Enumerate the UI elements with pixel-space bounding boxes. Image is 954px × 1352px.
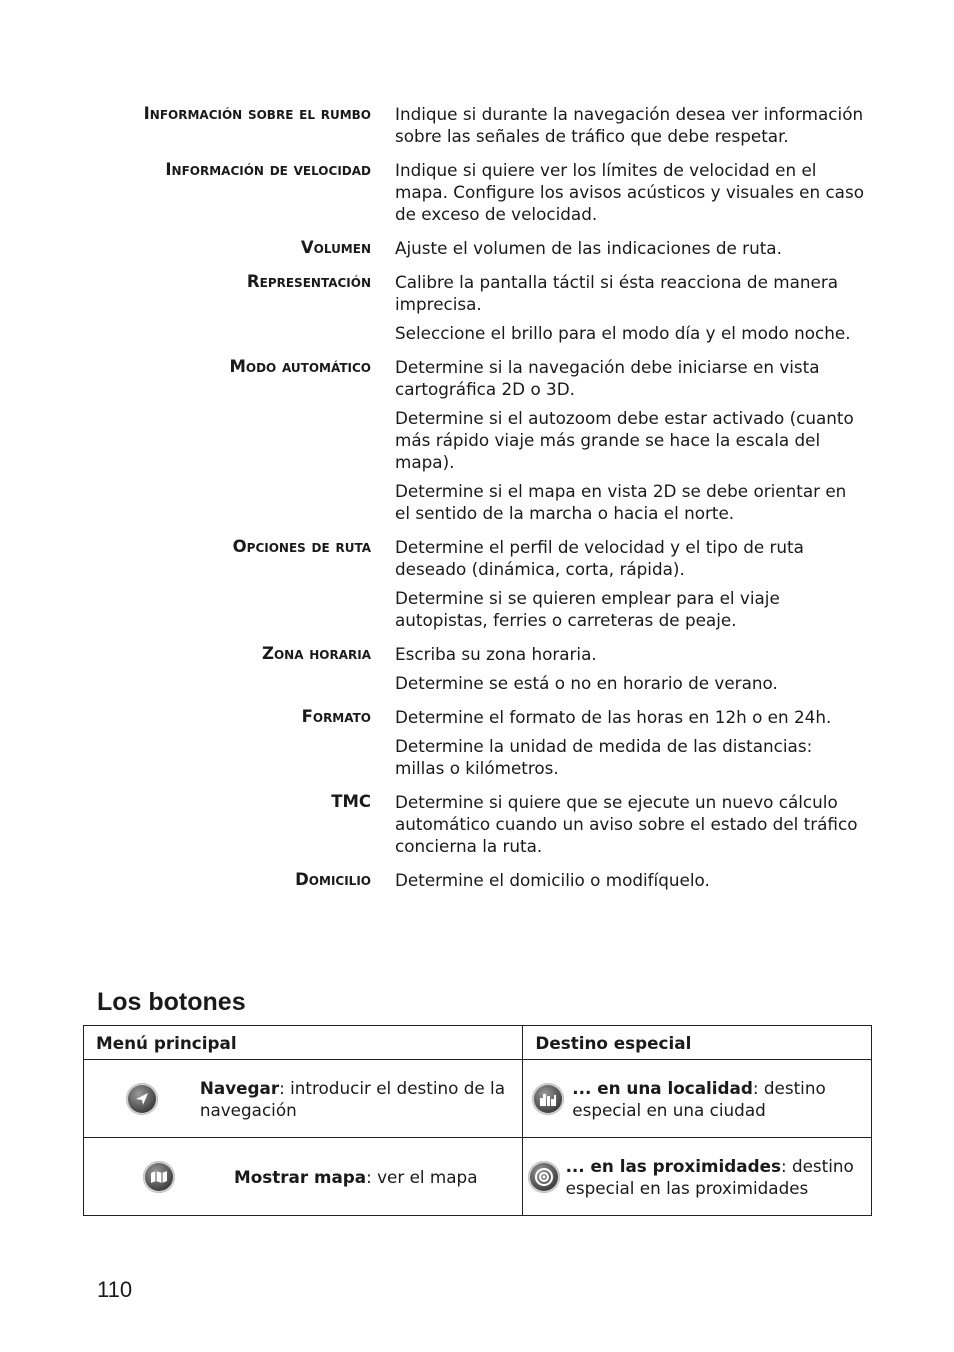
- table-cell: [84, 1138, 523, 1216]
- button-description: [234, 1166, 485, 1188]
- table-cell: [523, 1138, 872, 1216]
- setting-row: [0, 643, 954, 694]
- button-name: Mostrar mapa: [234, 1166, 367, 1187]
- setting-description: [395, 237, 865, 259]
- setting-row: [0, 271, 954, 344]
- button-description: [200, 1077, 523, 1121]
- description-paragraph: Determine se está o no en horario de verano.: [395, 673, 778, 693]
- setting-term: Volumen: [300, 238, 371, 257]
- description-paragraph: Escriba su zona horaria.: [395, 644, 597, 664]
- description-paragraph: Determine el perfil de velocidad y el tipo de ruta deseado (dinámica, corta, rápida).: [395, 537, 804, 579]
- table-header-row: [84, 1026, 872, 1060]
- setting-term: Zona horaria: [261, 644, 371, 663]
- icon-wrapper: [523, 1083, 572, 1115]
- button-entry: [523, 1155, 871, 1199]
- description-paragraph: Determine el formato de las horas en 12h o en 24h.: [395, 707, 832, 727]
- map-icon[interactable]: [143, 1161, 175, 1193]
- button-text: : ver el mapa: [366, 1166, 478, 1187]
- setting-term: Información sobre el rumbo: [143, 104, 371, 123]
- setting-description: [395, 103, 865, 147]
- setting-description: [395, 706, 865, 779]
- icon-wrapper: [84, 1083, 200, 1115]
- setting-row: [0, 159, 954, 225]
- description-paragraph: Determine si el mapa en vista 2D se debe orientar en el sentido de la marcha o hacia el norte.: [395, 481, 847, 523]
- button-entry: [84, 1161, 522, 1193]
- setting-description: [395, 791, 865, 857]
- description-paragraph: Seleccione el brillo para el modo día y el modo noche.: [395, 323, 851, 343]
- icon-wrapper: [84, 1161, 234, 1193]
- description-paragraph: Determine si quiere que se ejecute un nuevo cálculo automático cuando un aviso sobre el estado del tráfico concierna la ruta.: [395, 792, 858, 856]
- nearby-icon[interactable]: [528, 1161, 560, 1193]
- column-header: Menú principal: [84, 1026, 523, 1060]
- setting-row: [0, 103, 954, 147]
- button-entry: [523, 1077, 871, 1121]
- setting-term: Información de velocidad: [165, 160, 371, 179]
- button-text: : destino especial en una ciudad: [572, 1077, 826, 1120]
- setting-term: Opciones de ruta: [232, 537, 371, 556]
- setting-term: Domicilio: [295, 870, 371, 889]
- button-name: Navegar: [199, 1077, 280, 1098]
- description-paragraph: Indique si quiere ver los límites de velocidad en el mapa. Configure los avisos acústicos y visuales en caso de exceso de velocidad.: [395, 160, 864, 224]
- description-paragraph: Indique si durante la navegación desea ver información sobre las señales de tráfico que debe respetar.: [395, 104, 864, 146]
- button-name: ... en las proximidades: [565, 1155, 781, 1176]
- button-text: : introducir el destino de la navegación: [199, 1077, 505, 1120]
- setting-description: [395, 159, 865, 225]
- setting-row: [0, 237, 954, 259]
- table-row: [84, 1138, 872, 1216]
- setting-description: [395, 271, 865, 344]
- setting-description: [395, 536, 865, 631]
- icon-wrapper: [523, 1161, 565, 1193]
- table-row: [84, 1060, 872, 1138]
- description-paragraph: Ajuste el volumen de las indicaciones de ruta.: [395, 238, 782, 258]
- button-description: [572, 1077, 871, 1121]
- description-paragraph: Determine si el autozoom debe estar activado (cuanto más rápido viaje más grande se hace la escala del mapa).: [395, 408, 854, 472]
- setting-term: Representación: [246, 272, 371, 291]
- description-paragraph: Calibre la pantalla táctil si ésta reacciona de manera imprecisa.: [395, 272, 839, 314]
- setting-description: [395, 356, 865, 524]
- button-name: ... en una localidad: [572, 1077, 753, 1098]
- setting-row: [0, 706, 954, 779]
- button-description: [566, 1155, 871, 1199]
- settings-list: [0, 103, 954, 903]
- navigate-icon[interactable]: [126, 1083, 158, 1115]
- description-paragraph: Determine el domicilio o modifíquelo.: [395, 870, 710, 890]
- setting-row: [0, 536, 954, 631]
- city-icon[interactable]: [532, 1083, 564, 1115]
- buttons-table: [83, 1025, 872, 1216]
- setting-term: Modo automático: [229, 357, 371, 376]
- setting-row: [0, 869, 954, 891]
- setting-description: [395, 869, 865, 891]
- description-paragraph: Determine la unidad de medida de las distancias: millas o kilómetros.: [395, 736, 813, 778]
- button-text: : destino especial en las proximidades: [565, 1155, 854, 1198]
- setting-row: [0, 791, 954, 857]
- setting-description: [395, 643, 865, 694]
- page-number: 110: [97, 1277, 133, 1302]
- description-paragraph: Determine si la navegación debe iniciarse en vista cartográfica 2D o 3D.: [395, 357, 820, 399]
- setting-term: Formato: [301, 707, 371, 726]
- table-cell: [84, 1060, 523, 1138]
- description-paragraph: Determine si se quieren emplear para el viaje autopistas, ferries o carreteras de peaje.: [395, 588, 780, 630]
- setting-term: TMC: [331, 792, 371, 811]
- section-title: Los botones: [97, 988, 246, 1016]
- table-cell: [523, 1060, 872, 1138]
- button-entry: [84, 1077, 522, 1121]
- setting-row: [0, 356, 954, 524]
- column-header: Destino especial: [523, 1026, 872, 1060]
